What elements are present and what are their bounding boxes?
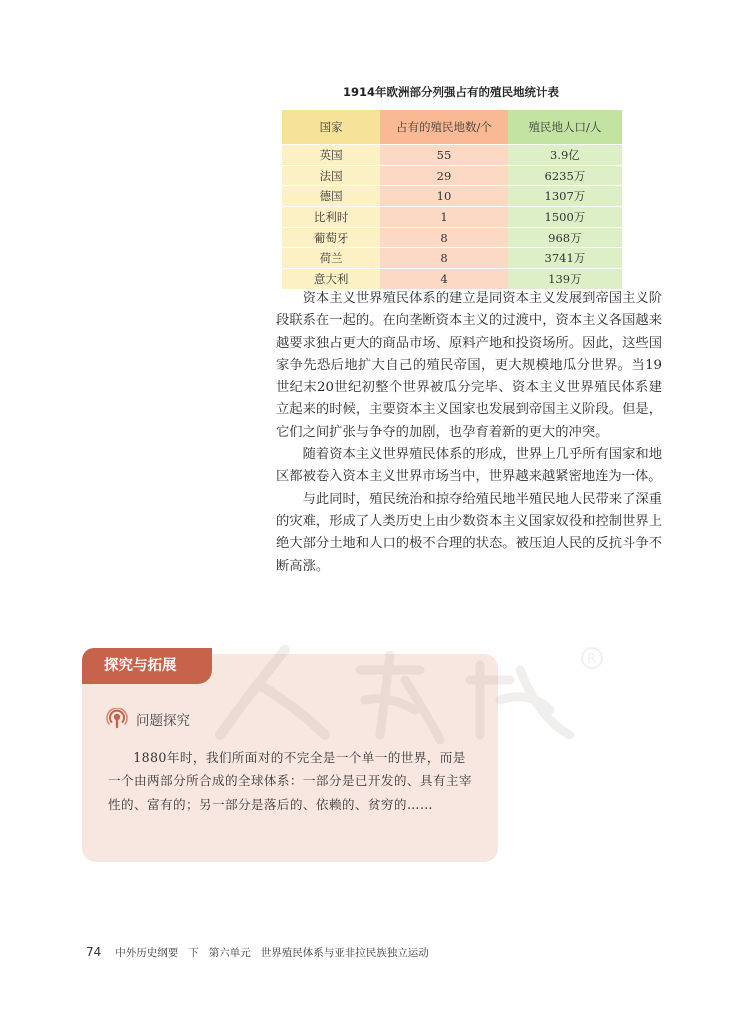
table-row	[282, 145, 622, 166]
cell-population: 3741万	[508, 248, 622, 269]
page-footer	[86, 945, 429, 960]
header-colony-count: 占有的殖民地数/个	[380, 110, 508, 145]
question-icon	[106, 708, 128, 730]
book-title: 中外历史纲要	[115, 947, 179, 959]
cell-population: 1500万	[508, 207, 622, 228]
table-row	[282, 269, 622, 289]
cell-country: 法国	[282, 165, 380, 186]
cell-country: 意大利	[282, 269, 380, 289]
table-header-row	[282, 110, 622, 145]
main-text	[276, 288, 662, 578]
explore-tab: 探究与拓展	[82, 648, 212, 684]
cell-country: 比利时	[282, 207, 380, 228]
page-number: 74	[86, 945, 102, 959]
cell-colony-count: 55	[380, 145, 508, 166]
quote-paragraph: 1880年时，我们所面对的不完全是一个单一的世界，而是一个由两部分所合成的全球体系：一部分是已开发的、具有主宰性的、富有的；另一部分是落后的、依赖的、贫穷的……	[108, 750, 472, 812]
publisher-watermark	[190, 640, 610, 750]
paragraph: 随着资本主义世界殖民体系的形成，世界上几乎所有国家和地区都被卷入资本主义世界市场当中，世界越来越紧密地连为一体。	[276, 447, 662, 485]
paragraph: 与此同时，殖民统治和掠夺给殖民地半殖民地人民带来了深重的灾难，形成了人类历史上由少数资本主义国家奴役和控制世界上绝大部分土地和人口的极不合理的状态。被压迫人民的反抗斗争不断高涨。	[276, 491, 662, 574]
cell-colony-count: 8	[380, 248, 508, 269]
cell-country: 德国	[282, 186, 380, 207]
cell-country: 葡萄牙	[282, 227, 380, 248]
cell-population: 139万	[508, 269, 622, 289]
table-row	[282, 207, 622, 228]
colony-statistics-table	[282, 110, 622, 289]
cell-colony-count: 29	[380, 165, 508, 186]
volume-label: 下	[188, 947, 199, 959]
cell-colony-count: 1	[380, 207, 508, 228]
question-heading	[106, 708, 190, 730]
cell-country: 英国	[282, 145, 380, 166]
question-label: 问题探究	[136, 713, 190, 729]
cell-population: 3.9亿	[508, 145, 622, 166]
unit-title: 世界殖民体系与亚非拉民族独立运动	[260, 947, 429, 959]
header-colony-population: 殖民地人口/人	[508, 110, 622, 145]
cell-country: 荷兰	[282, 248, 380, 269]
svg-text:R: R	[587, 652, 597, 667]
header-country: 国家	[282, 110, 380, 145]
table-row	[282, 248, 622, 269]
table-row	[282, 227, 622, 248]
table-title: 1914年欧洲部分列强占有的殖民地统计表	[342, 85, 559, 99]
cell-population: 1307万	[508, 186, 622, 207]
table-row	[282, 186, 622, 207]
cell-colony-count: 10	[380, 186, 508, 207]
cell-colony-count: 8	[380, 227, 508, 248]
quote-text	[108, 746, 474, 816]
cell-population: 968万	[508, 227, 622, 248]
cell-population: 6235万	[508, 165, 622, 186]
paragraph: 资本主义世界殖民体系的建立是同资本主义发展到帝国主义阶段联系在一起的。在向垄断资本主义的过渡中，资本主义各国越来越要求独占更大的商品市场、原料产地和投资场所。因此，这些国家争先恐后地扩大自己的殖民帝国，更大规模地瓜分世界。当19世纪末20世纪初整个世界被瓜分完毕、资本主义世界殖民体系建立起来的时候，主要资本主义国家也发展到帝国主义阶段。但是，它们之间扩张与争夺的加剧，也孕育着新的更大的冲突。	[276, 291, 662, 440]
table-row	[282, 165, 622, 186]
cell-colony-count: 4	[380, 269, 508, 289]
unit-label: 第六单元	[208, 947, 251, 959]
